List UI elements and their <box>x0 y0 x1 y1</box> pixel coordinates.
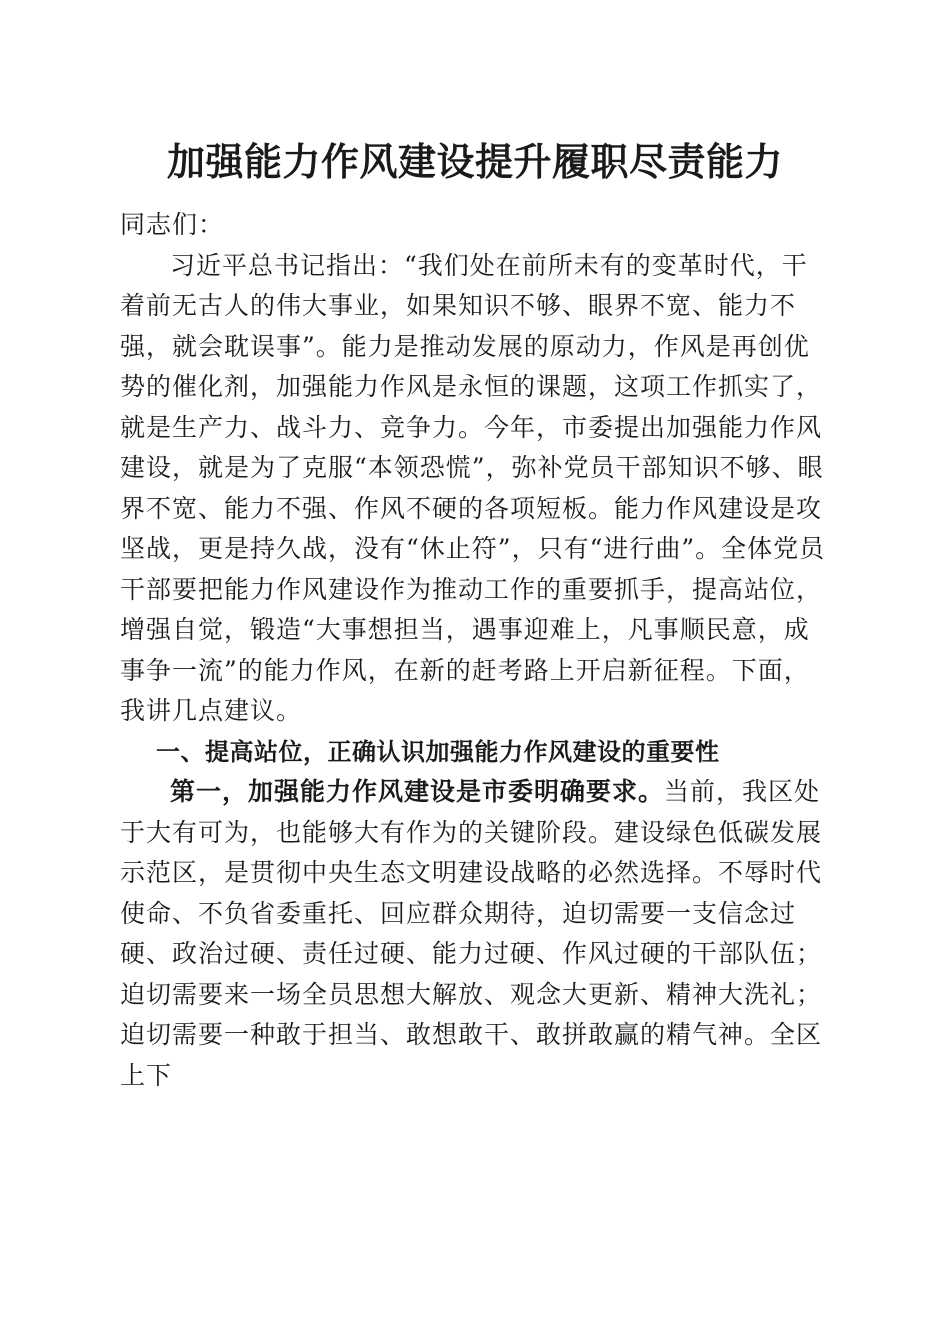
point-text: 当前，我区处于大有可为，也能够大有作为的关键阶段。建设绿色低碳发展示范区，是贯彻中央生态文明建设战略的必然选择。不辱时代使命、不负省委重托、回应群众期待，迫切需要一支信念过硬、政治过硬、责任过硬、能力过硬、作风过硬的干部队伍；迫切需要来一场全员思想大解放、观念大更新、精神大洗礼；迫切需要一种敢于担当、敢想敢干、敢拼敢赢的精气神。全区上下 <box>120 777 823 1090</box>
document-body <box>120 205 830 1096</box>
section-paragraph <box>120 772 830 1096</box>
section-heading: 一、提高站位，正确认识加强能力作风建设的重要性 <box>156 737 720 766</box>
document-title: 加强能力作风建设提升履职尽责能力 <box>166 139 783 184</box>
intro-paragraph: 习近平总书记指出：“我们处在前所未有的变革时代，干着前无古人的伟大事业，如果知识不够、眼界不宽、能力不强，就会耽误事”。能力是推动发展的原动力，作风是再创优势的催化剂，加强能力作风是永恒的课题，这项工作抓实了，就是生产力、战斗力、竞争力。今年，市委提出加强能力作风建设，就是为了克服“本领恐慌”，弥补党员干部知识不够、眼界不宽、能力不强、作风不硬的各项短板。能力作风建设是攻坚战，更是持久战，没有“休止符”，只有“进行曲”。全体党员干部要把能力作风建设作为推动工作的重要抓手，提高站位，增强自觉，锻造“大事想担当，遇事迎难上，凡事顺民意，成事争一流”的能力作风，在新的赶考路上开启新征程。下面，我讲几点建议。 <box>120 250 826 725</box>
point-lead: 第一，加强能力作风建设是市委明确要求。 <box>170 777 665 806</box>
salutation: 同志们： <box>120 210 225 239</box>
